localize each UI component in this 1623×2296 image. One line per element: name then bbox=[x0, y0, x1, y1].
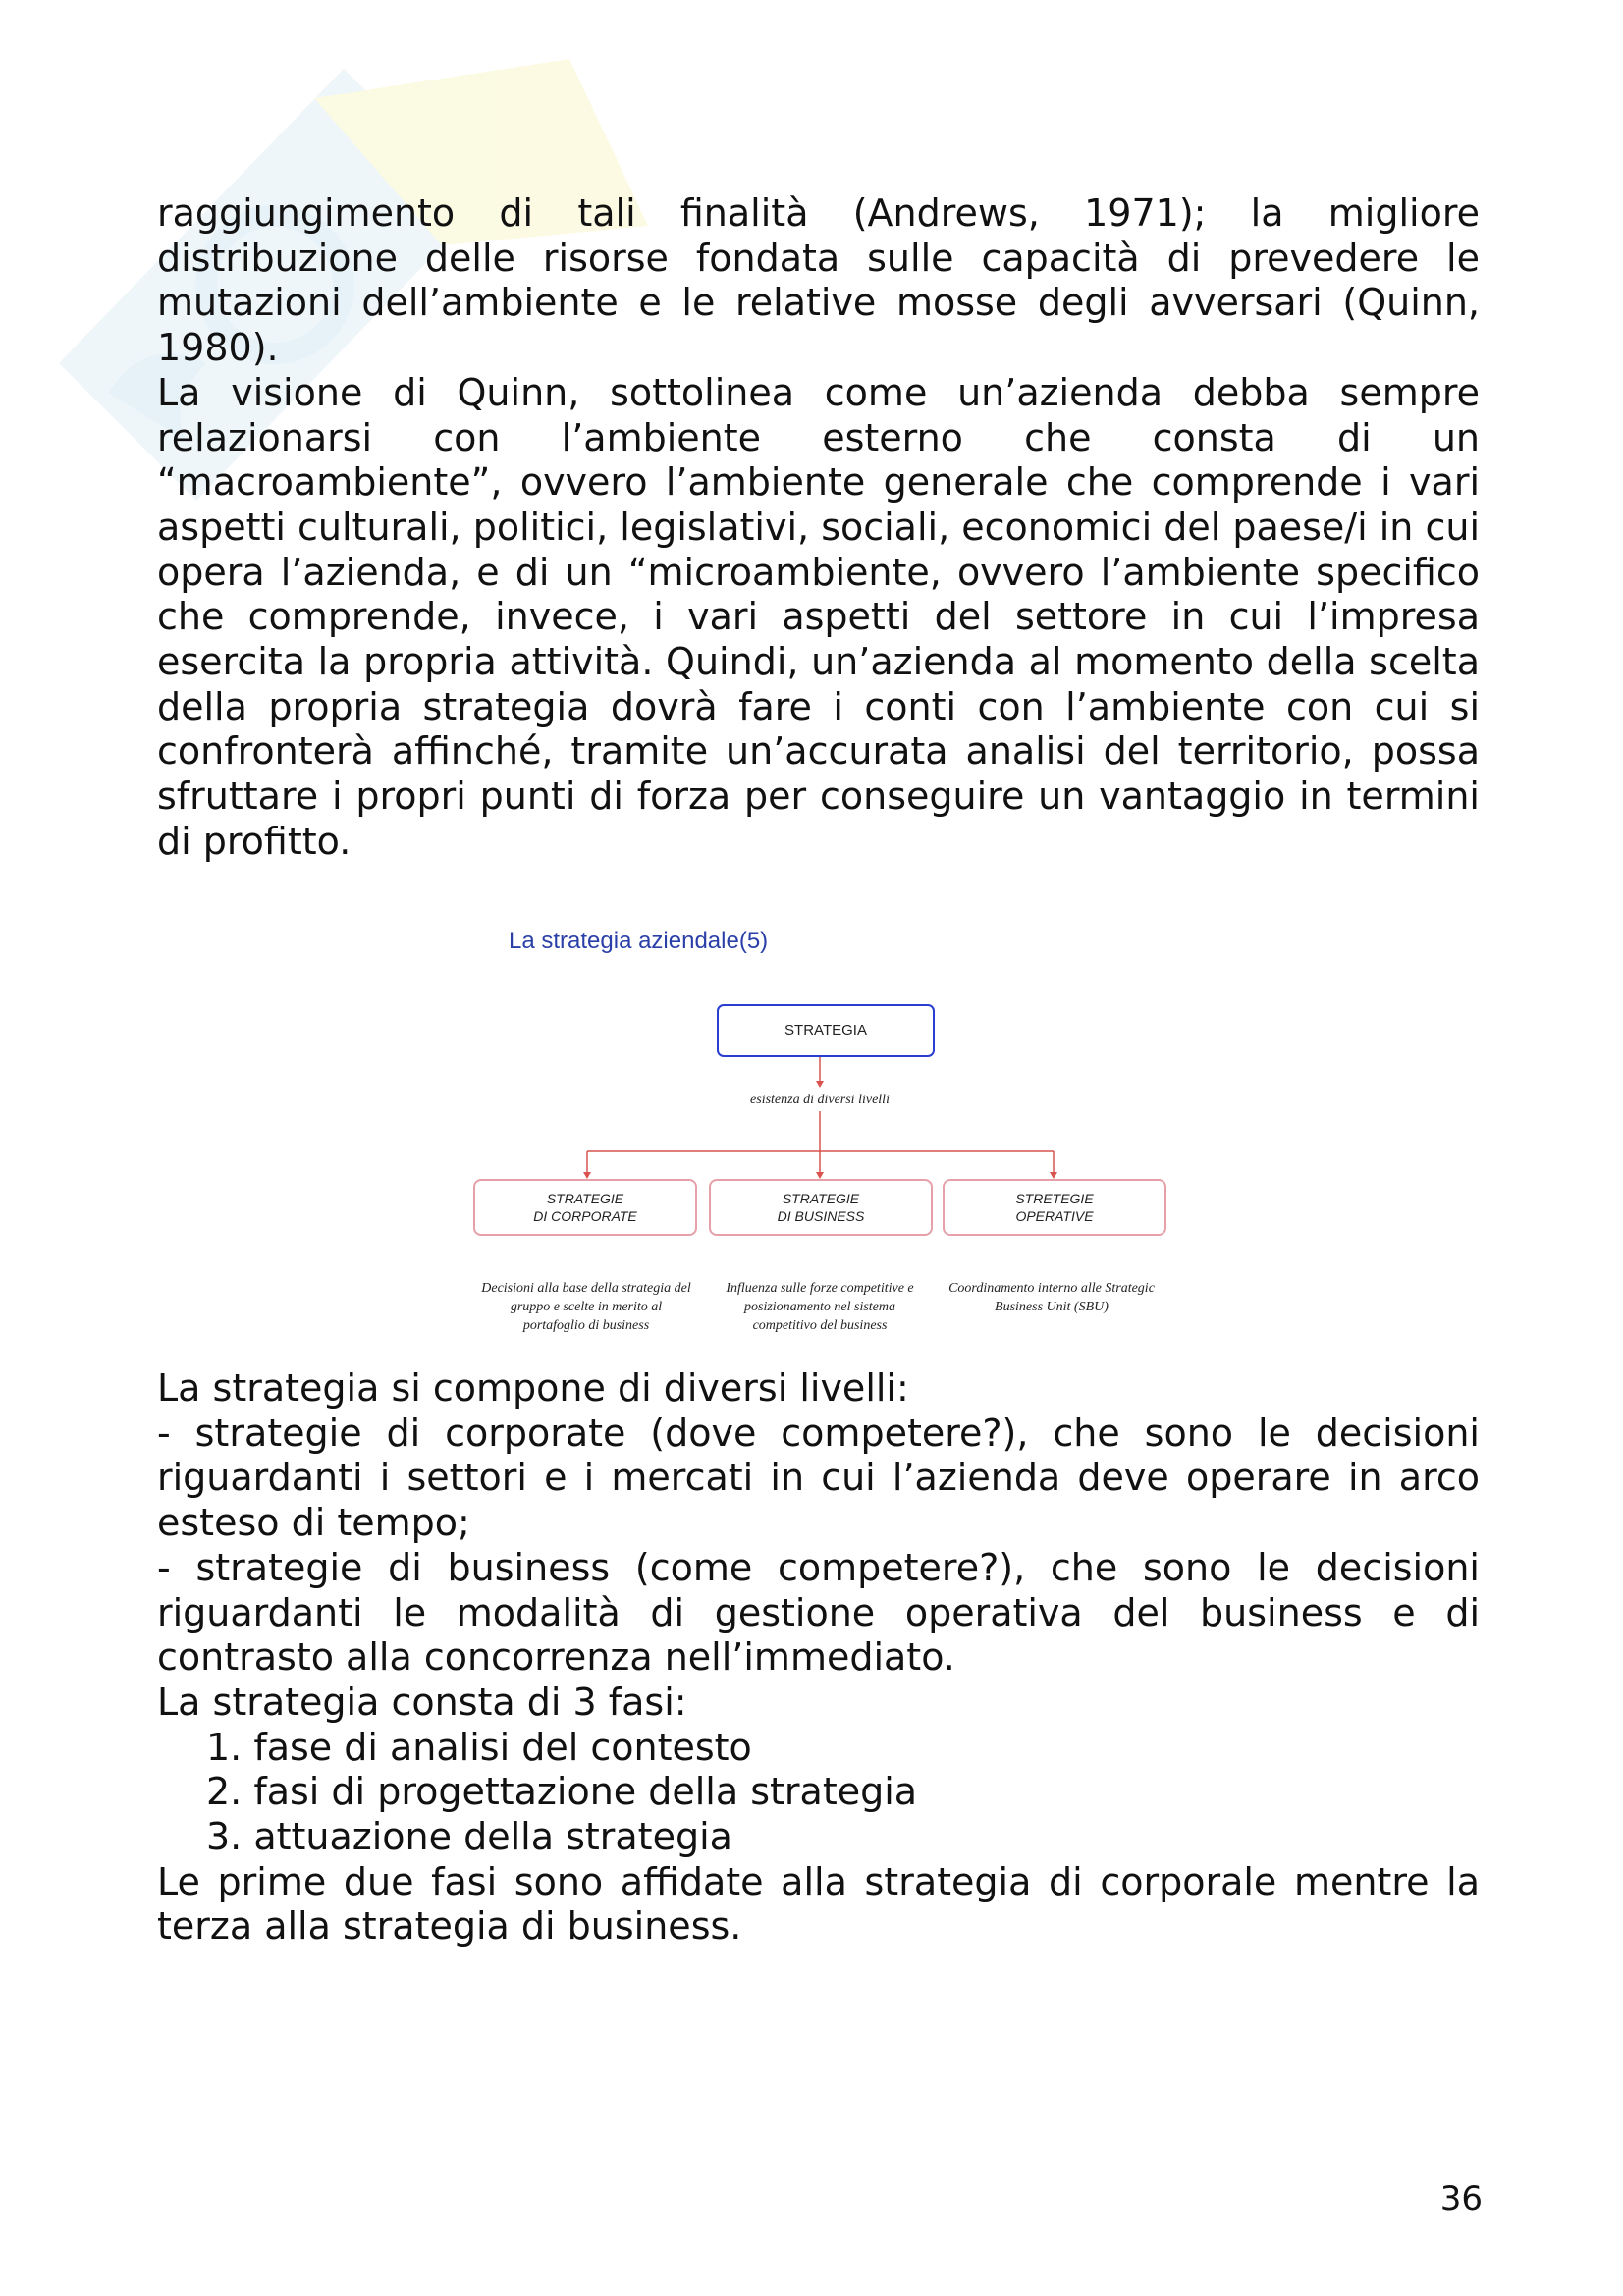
strategy-diagram bbox=[461, 918, 1178, 1369]
page-number: 36 bbox=[1439, 2179, 1483, 2218]
level-operative-line2: OPERATIVE bbox=[1015, 1208, 1094, 1224]
bottom-text-block bbox=[157, 1366, 1480, 1949]
phase-item-2: 2. fasi di progettazione della strategia bbox=[206, 1770, 918, 1814]
top-text-block bbox=[157, 191, 1480, 865]
corporate-definition: - strategie di corporate (dove competere?), che sono le decisioni riguardanti i settori e i mercati in cui l’azienda deve operare in arco esteso di tempo; bbox=[157, 1411, 1480, 1545]
arrowhead-right bbox=[1050, 1172, 1057, 1179]
diagram-title: La strategia aziendale(5) bbox=[509, 928, 769, 954]
phase-item-1: 1. fase di analisi del contesto bbox=[206, 1725, 752, 1769]
level-corporate-line2: DI CORPORATE bbox=[533, 1208, 637, 1224]
paragraph-visione-quinn: La visione di Quinn, sottolinea come un’azienda debba sempre relazionarsi con l’ambiente esterno che consta di un “macroambiente”, ovvero l’ambiente generale che comprende i vari aspetti culturali, politici, legislativi, sociali, economici del paese/i in cui opera l’azienda, e di un “microambiente, ovvero l’ambiente specifico che comprende, invece, i vari aspetti del settore in cui l’impresa esercita la propria attività. Quindi, un’azienda al momento della scelta della propria strategia dovrà fare i conti con l’ambiente con cui si confronterà affinché, tramite un’accurata analisi del territorio, possa sfruttare i propri punti di forza per conseguire un vantaggio in termini di profitto. bbox=[157, 370, 1480, 863]
connector-label: esistenza di diversi livelli bbox=[750, 1093, 890, 1107]
arrowhead-root bbox=[816, 1081, 824, 1088]
arrowhead-left bbox=[583, 1172, 591, 1179]
phase-item-3: 3. attuazione della strategia bbox=[206, 1815, 732, 1859]
levels-intro: La strategia si compone di diversi livelli: bbox=[157, 1366, 909, 1410]
closing-paragraph: Le prime due fasi sono affidate alla strategia di corporale mentre la terza alla strategia di business. bbox=[157, 1859, 1480, 1949]
business-definition: - strategie di business (come competere?), che sono le decisioni riguardanti le modalità di gestione operativa del business e di contrasto alla concorrenza nell’immediato. bbox=[157, 1545, 1480, 1680]
paragraph-andrews-quinn: raggiungimento di tali finalità (Andrews, 1971); la migliore distribuzione delle risorse fondata sulle capacità di prevedere le mutazioni dell’ambiente e le relative mosse degli avversari (Quinn, 1980). bbox=[157, 191, 1480, 370]
arrowhead-middle bbox=[816, 1172, 824, 1179]
level-description-corporate: Decisioni alla base della strategia del gruppo e scelte in merito al portafoglio di business bbox=[481, 1281, 691, 1333]
level-description-business: Influenza sulle forze competitive e posizionamento nel sistema competitivo del business bbox=[726, 1281, 914, 1333]
level-corporate-line1: STRATEGIE bbox=[546, 1191, 624, 1206]
level-operative-line1: STRETEGIE bbox=[1015, 1191, 1094, 1206]
level-box-corporate bbox=[473, 1179, 697, 1236]
level-business-line2: DI BUSINESS bbox=[777, 1208, 865, 1224]
level-description-operative: Coordinamento interno alle Strategic Business Unit (SBU) bbox=[948, 1281, 1155, 1314]
level-business-line1: STRATEGIE bbox=[782, 1191, 860, 1206]
level-box-business bbox=[709, 1179, 933, 1236]
root-label: STRATEGIA bbox=[784, 1022, 867, 1039]
level-box-operative bbox=[943, 1179, 1166, 1236]
strategia-root-box bbox=[717, 1004, 935, 1057]
phases-intro: La strategia consta di 3 fasi: bbox=[157, 1680, 687, 1724]
